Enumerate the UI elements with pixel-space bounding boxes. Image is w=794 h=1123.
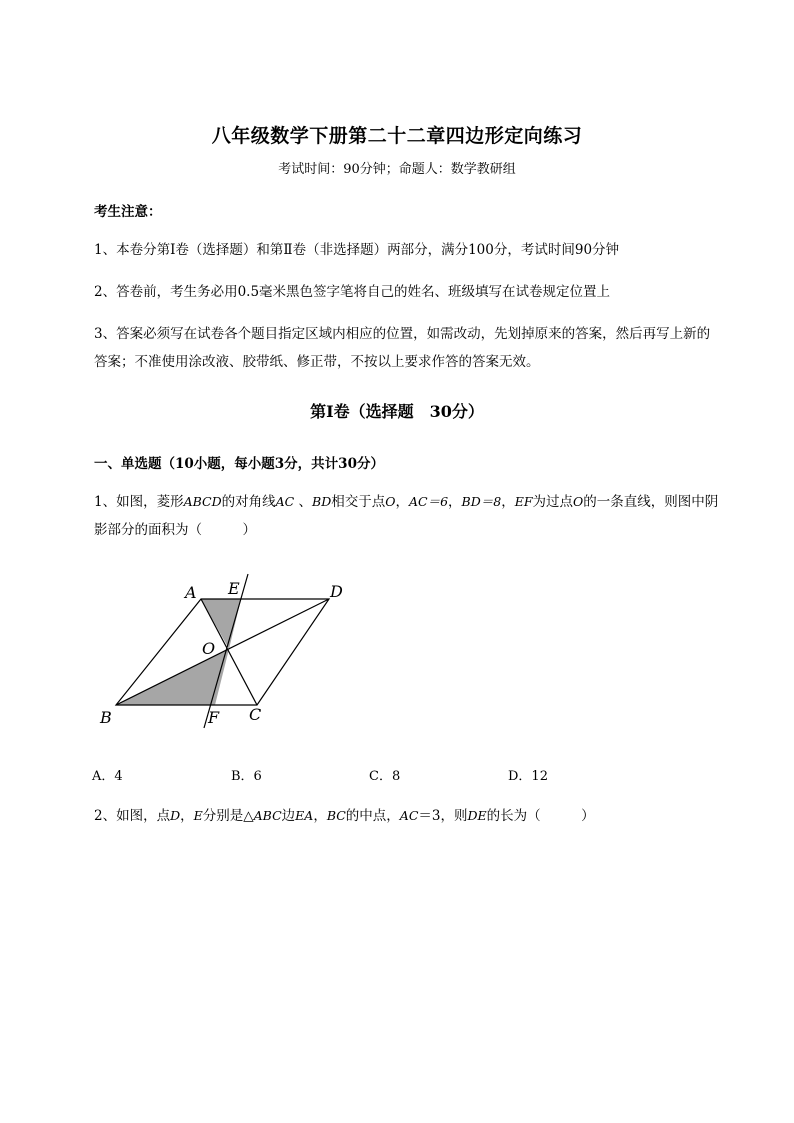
- q2-text-8: 的长为（ ）: [486, 808, 595, 824]
- exam-subtitle: 考试时间：90分钟；命题人：数学教研组: [278, 162, 516, 177]
- q1-text-4: 相交于点: [331, 494, 386, 510]
- q2-math-bc: BC: [326, 808, 346, 823]
- option-d[interactable]: D．12: [508, 769, 548, 784]
- q2-math-abc: ABC: [253, 808, 282, 823]
- q1-math-o-2: O: [573, 494, 584, 509]
- label-a: A: [185, 583, 197, 602]
- q1-text-3: 、: [294, 494, 313, 510]
- section-title: 第I卷（选择题 30分）: [310, 402, 484, 421]
- q2-text-6: 的中点，: [345, 808, 400, 824]
- label-f: F: [208, 708, 220, 727]
- notice-heading: 考生注意：: [94, 204, 162, 220]
- q1-math-bd: BD: [312, 494, 332, 509]
- q1-text-1: 1、如图，菱形: [94, 494, 184, 510]
- label-e: E: [228, 579, 240, 598]
- exam-title: 八年级数学下册第二十二章四边形定向练习: [211, 125, 583, 147]
- q1-text-9: 的一条直线，则图中阴影部分的面积为（ ）: [94, 494, 719, 538]
- notice-item-2: 2、答卷前，考生务必用0.5毫米黑色签字笔将自己的姓名、班级填写在试卷规定位置上: [94, 284, 611, 300]
- q1-text-7: ，: [501, 494, 515, 510]
- question-2-text: [94, 802, 724, 830]
- q2-text-5: ，: [313, 808, 327, 824]
- q2-math-e: E: [193, 808, 203, 823]
- q2-text-3: 分别是△: [202, 808, 254, 824]
- q2-math-d: D: [170, 808, 181, 823]
- q2-text-1: 2、如图，点: [94, 808, 171, 824]
- q2-text-7: ＝3，则: [418, 808, 468, 824]
- question-1-text: [94, 488, 724, 544]
- q1-text-5: ，: [395, 494, 409, 510]
- label-d: D: [330, 582, 343, 601]
- q1-math-ac-value: AC＝6: [408, 494, 449, 509]
- q1-math-abcd: ABCD: [183, 494, 222, 509]
- question-1-figure: [90, 570, 360, 744]
- label-o: O: [202, 639, 216, 658]
- label-c: C: [249, 705, 262, 724]
- option-a[interactable]: A．4: [92, 769, 123, 784]
- q1-text-6: ，: [448, 494, 462, 510]
- option-c[interactable]: C．8: [369, 769, 401, 784]
- q2-text-2: ，: [180, 808, 194, 824]
- rhombus-diagram: [90, 570, 360, 740]
- q1-math-ac: AC: [275, 494, 295, 509]
- q1-math-bd-value: BD＝8: [461, 494, 502, 509]
- q2-text-4: 边: [281, 808, 296, 824]
- q1-text-8: 为过点: [532, 494, 574, 510]
- notice-item-1: 1、本卷分第I卷（选择题）和第Ⅱ卷（非选择题）两部分，满分100分，考试时间90分钟: [94, 242, 620, 258]
- q2-math-ac: AC: [399, 808, 419, 823]
- q1-math-o: O: [385, 494, 396, 509]
- option-b[interactable]: B．6: [231, 769, 262, 784]
- q2-math-de: DE: [467, 808, 487, 823]
- q2-math-ea: EA: [295, 808, 314, 823]
- part-title: 一、单选题（10小题，每小题3分，共计30分）: [94, 456, 384, 472]
- q1-math-ef: EF: [514, 494, 533, 509]
- label-b: B: [100, 708, 112, 727]
- notice-item-3: 3、答案必须写在试卷各个题目指定区域内相应的位置，如需改动，先划掉原来的答案，然后再写上新的答案；不准使用涂改液、胶带纸、修正带，不按以上要求作答的答案无效。: [94, 326, 711, 370]
- q1-text-2: 的对角线: [221, 494, 276, 510]
